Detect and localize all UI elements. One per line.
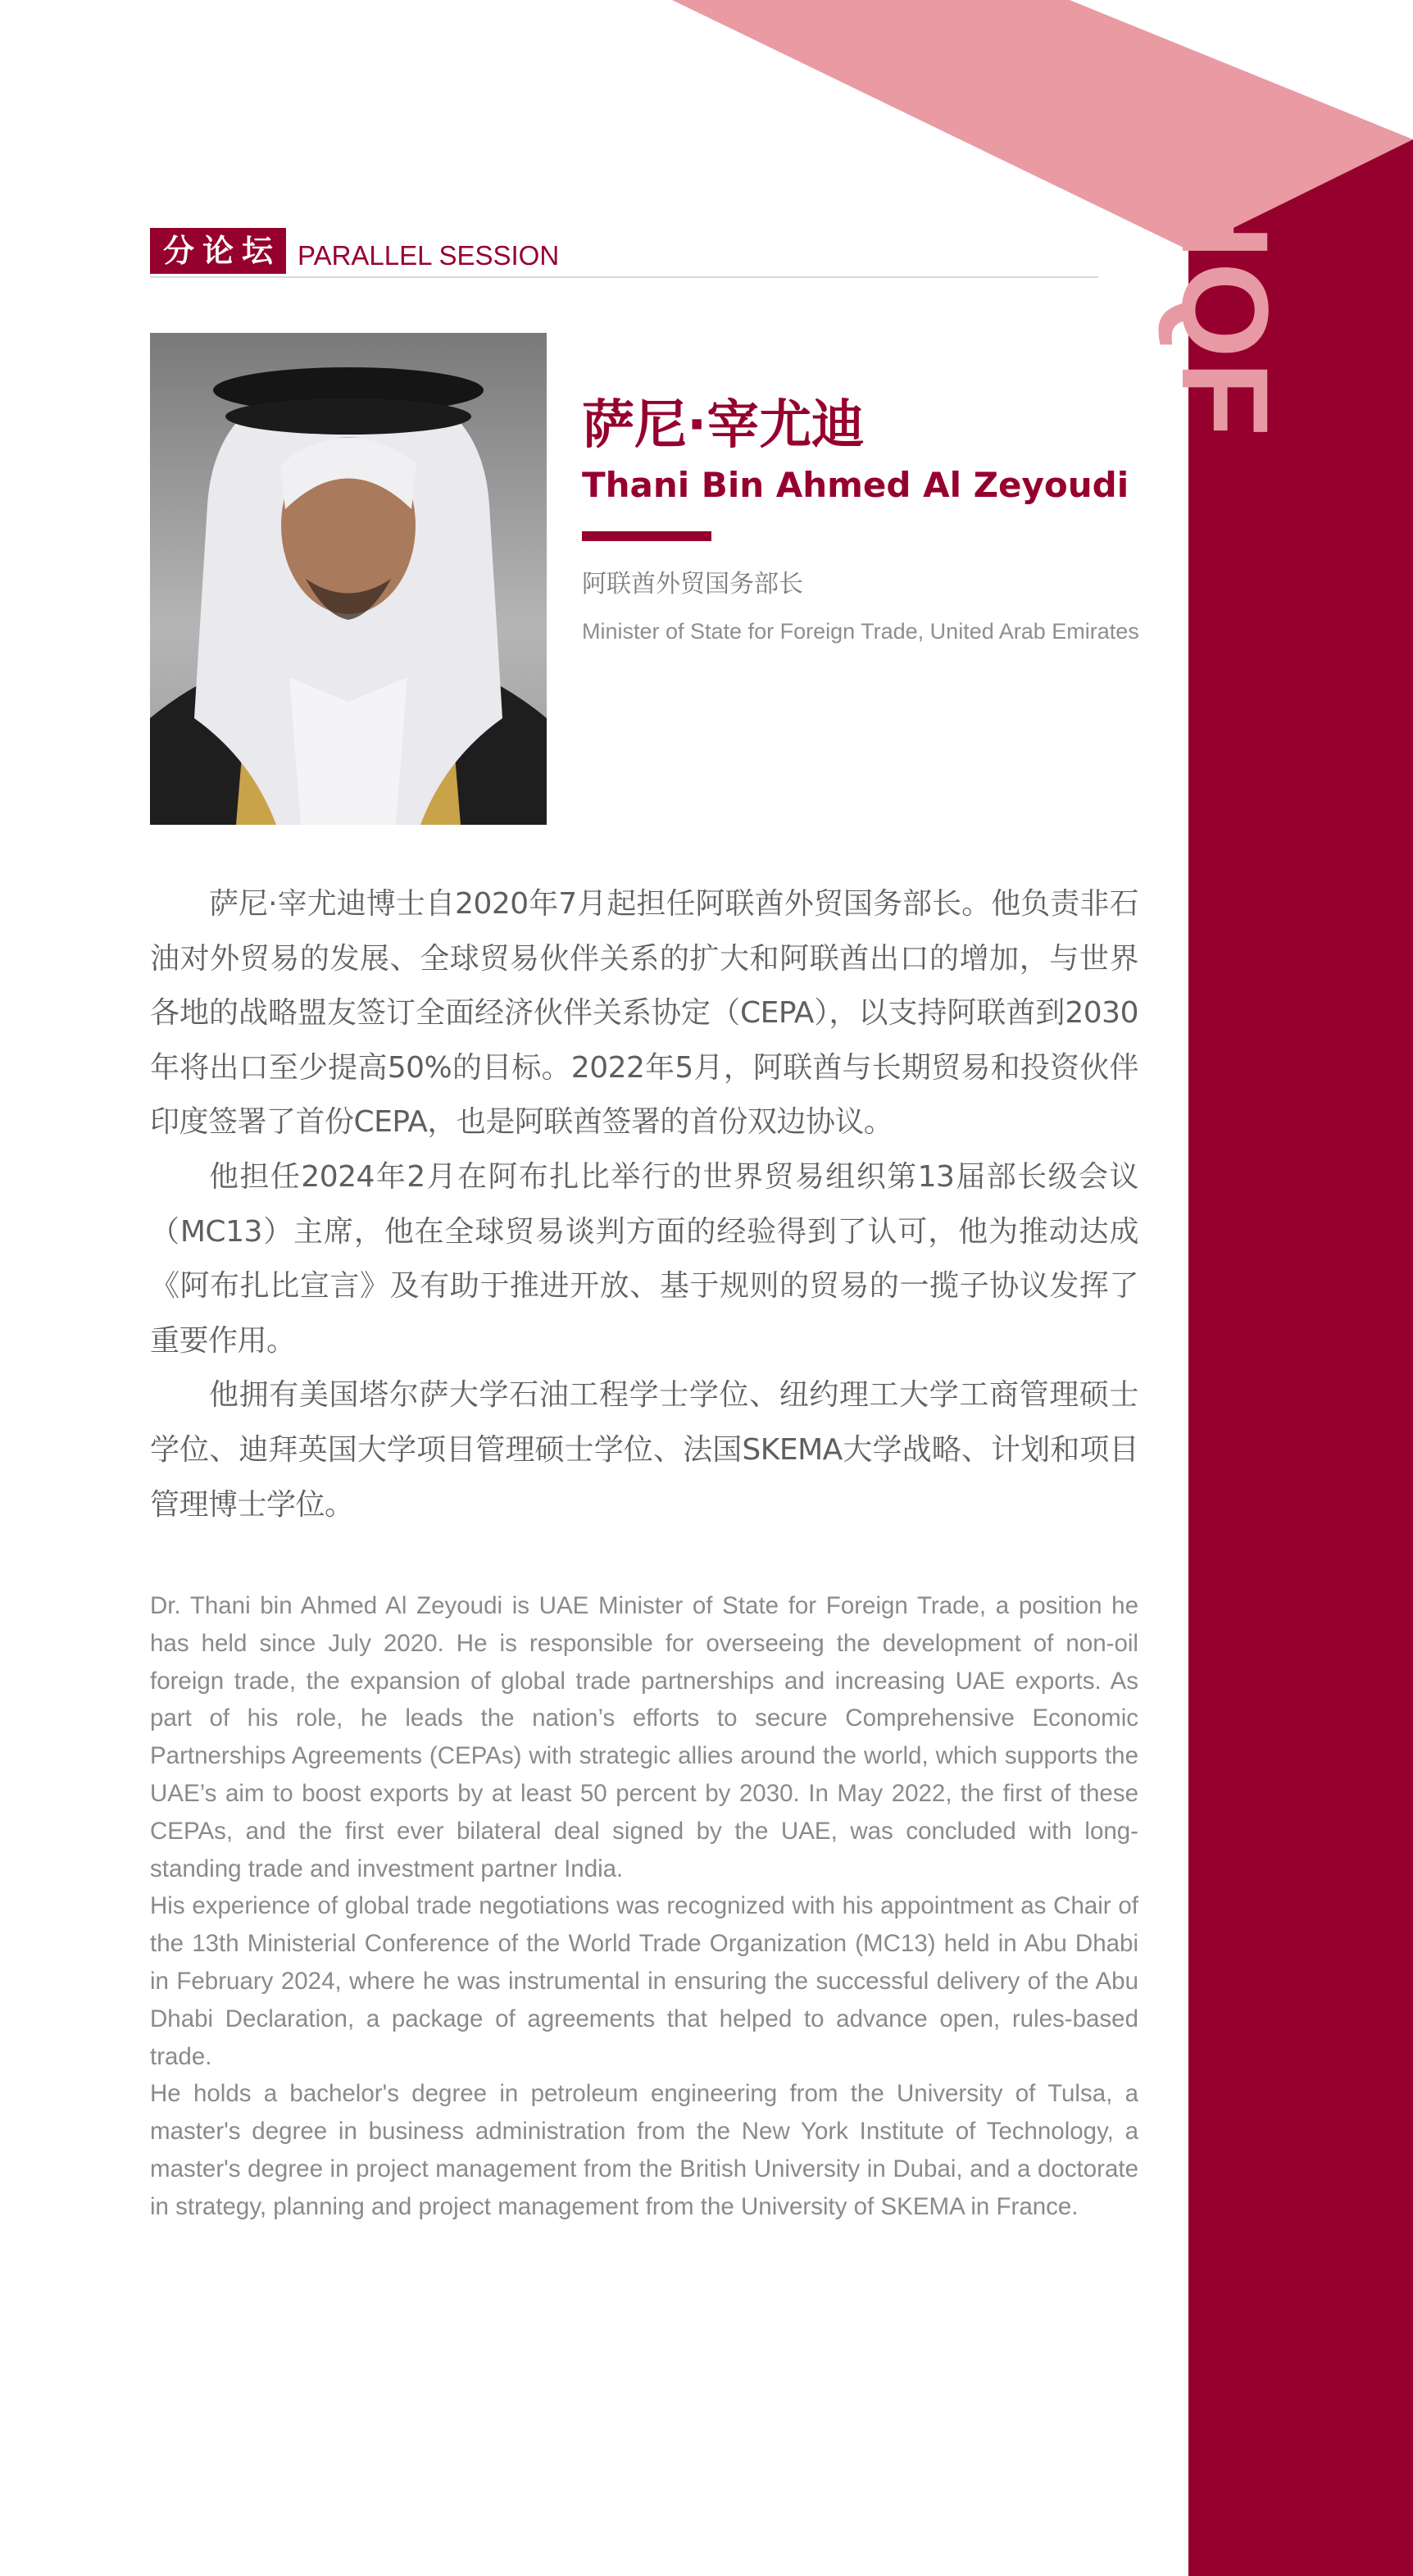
biography-en (150, 1587, 1138, 2226)
biography-cn (150, 877, 1138, 1532)
speaker-title-cn: 阿联酋外贸国务部长 (582, 570, 803, 598)
speaker-title-en: Minister of State for Foreign Trade, United Arab Emirates (582, 619, 1139, 644)
bio-cn-paragraph: 萨尼·宰尤迪博士自2020年7月起担任阿联酋外贸国务部长。他负责非石油对外贸易的发展、全球贸易伙伴关系的扩大和阿联酋出口的增加，与世界各地的战略盟友签订全面经济伙伴关系协定（CEPA），以支持阿联酋到2030年将出口至少提高50%的目标。2022年5月，阿联酋与长期贸易和投资伙伴印度签署了首份CEPA，也是阿联酋签署的首份双边协议。 (150, 887, 1138, 1140)
bio-en-paragraph: His experience of global trade negotiations was recognized with his appointment as Chair of the 13th Ministerial Conference of the World Trade Organization (MC13) held in Abu Dhabi in February 2024, where he was instrumental in ensuring the successful delivery of the Abu Dhabi Declaration, a package of agreements that helped to advance open, rules-based trade. (150, 1892, 1138, 2070)
session-header (150, 228, 559, 274)
bio-en-paragraph: He holds a bachelor's degree in petroleum engineering from the University of Tulsa, a master's degree in business administration from the New York Institute of Technology, a master's degree in project management from the British University in Dubai, and a doctorate in strategy, planning and project management from the University of SKEMA in France. (150, 2080, 1138, 2220)
speaker-name-en: Thani Bin Ahmed Al Zeyoudi (582, 465, 1129, 505)
speaker-name-cn: 萨尼·宰尤迪 (582, 395, 865, 456)
crimson-side-bar (1188, 139, 1413, 2576)
side-logo-mark: HQF (1156, 170, 1294, 440)
session-divider (150, 276, 1098, 278)
session-label-en: PARALLEL SESSION (298, 240, 560, 271)
bio-cn-paragraph: 他拥有美国塔尔萨大学石油工程学士学位、纽约理工大学工商管理硕士学位、迪拜英国大学项目管理硕士学位、法国SKEMA大学战略、计划和项目管理博士学位。 (150, 1378, 1138, 1522)
session-label-cn: 分论坛 (150, 228, 286, 274)
name-accent-rule (582, 531, 711, 541)
speaker-portrait (150, 333, 547, 825)
bio-en-paragraph: Dr. Thani bin Ahmed Al Zeyoudi is UAE Minister of State for Foreign Trade, a position he has held since July 2020. He is responsible for overseeing the development of non-oil foreign trade, the expansion of global trade partnerships and increasing UAE exports. As part of his role, he leads the nation’s efforts to secure Comprehensive Economic Partnerships Agreements (CEPAs) with strategic allies around the world, which supports the UAE’s aim to boost exports by at least 50 percent by 2030. In May 2022, the first of these CEPAs, and the first ever bilateral deal signed by the UAE, was concluded with long-standing trade and investment partner India. (150, 1592, 1138, 1882)
bio-cn-paragraph: 他担任2024年2月在阿布扎比举行的世界贸易组织第13届部长级会议（MC13）主席，他在全球贸易谈判方面的经验得到了认可，他为推动达成《阿布扎比宣言》及有助于推进开放、基于规则的贸易的一揽子协议发挥了重要作用。 (150, 1159, 1138, 1358)
